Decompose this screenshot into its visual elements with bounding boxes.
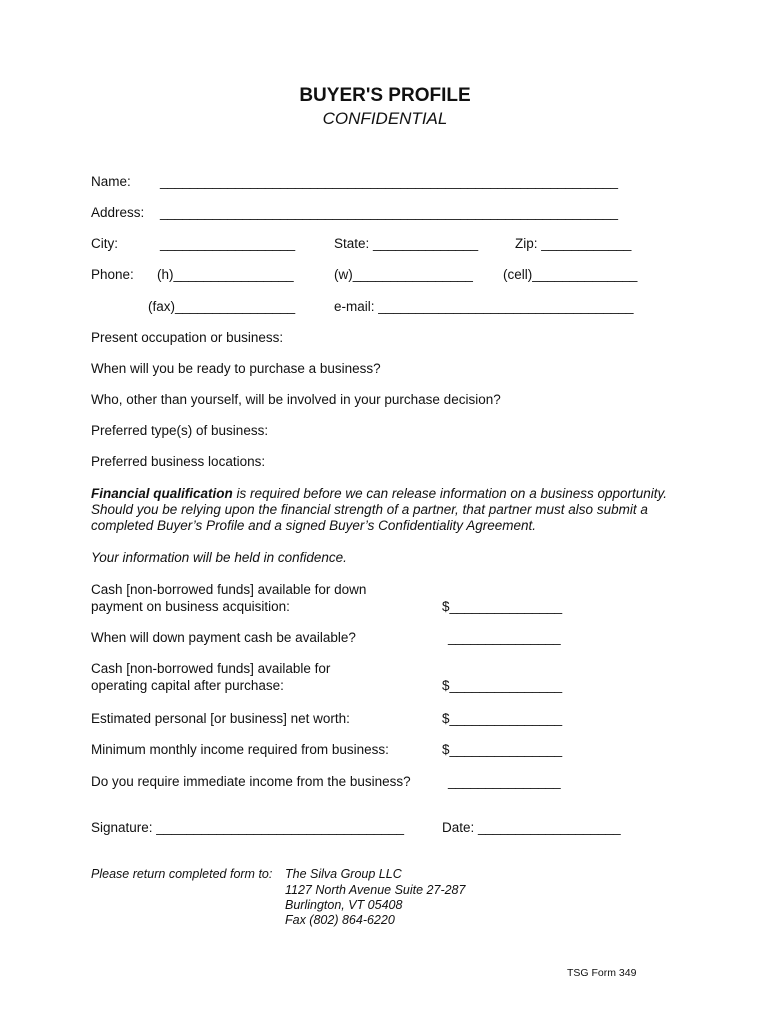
down-when-label: When will down payment cash be available?	[91, 630, 356, 645]
return-line-fax: Fax (802) 864-6220	[285, 913, 395, 927]
return-label: Please return completed form to:	[91, 867, 273, 881]
financial-paragraph	[91, 486, 691, 534]
question-types: Preferred type(s) of business:	[91, 423, 269, 438]
immediate-income-field[interactable]: _______________	[448, 774, 561, 789]
financial-bold-lead: Financial qualification	[91, 486, 233, 501]
return-line-company: The Silva Group LLC	[285, 867, 402, 881]
min-income-label: Minimum monthly income required from business:	[91, 742, 389, 757]
immediate-income-label: Do you require immediate income from the business?	[91, 774, 411, 789]
confidence-note: Your information will be held in confidence.	[91, 550, 347, 565]
page-title: BUYER'S PROFILE	[299, 85, 471, 106]
email-field[interactable]: e-mail: __________________________________	[334, 299, 634, 314]
cash-operating-label-line2: operating capital after purchase:	[91, 678, 284, 693]
name-label: Name:	[91, 174, 131, 189]
signature-field[interactable]: Signature: _________________________________	[91, 820, 405, 835]
date-field[interactable]: Date: ___________________	[442, 820, 621, 835]
min-income-field[interactable]: $_______________	[442, 742, 563, 757]
state-field[interactable]: State: ______________	[334, 236, 479, 251]
address-label: Address:	[91, 205, 145, 220]
cash-operating-field[interactable]: $_______________	[442, 678, 563, 693]
city-field[interactable]: __________________	[160, 236, 296, 251]
phone-home-field[interactable]: (h)________________	[157, 267, 294, 282]
form-id: TSG Form 349	[567, 967, 637, 979]
question-occupation: Present occupation or business:	[91, 330, 284, 345]
net-worth-label: Estimated personal [or business] net worth:	[91, 711, 350, 726]
phone-cell-field[interactable]: (cell)______________	[503, 267, 638, 282]
cash-down-label-line2: payment on business acquisition:	[91, 599, 290, 614]
name-field[interactable]: _____________________________________________________________	[160, 174, 618, 189]
cash-down-field[interactable]: $_______________	[442, 599, 563, 614]
return-line-city: Burlington, VT 05408	[285, 898, 403, 912]
city-label: City:	[91, 236, 118, 251]
return-line-street: 1127 North Avenue Suite 27-287	[285, 883, 466, 897]
financial-text: is required before we can release information on a business opportunity. Should you be relying upon the financial strength of a partner, that partner must also submit a completed Buyer’s Profile and a signed Buyer’s Confidentiality Agreement.	[91, 486, 668, 533]
down-when-field[interactable]: _______________	[448, 630, 561, 645]
question-locations: Preferred business locations:	[91, 454, 266, 469]
cash-operating-label-line1: Cash [non-borrowed funds] available for	[91, 661, 331, 676]
zip-field[interactable]: Zip: ____________	[515, 236, 632, 251]
fax-field[interactable]: (fax)________________	[148, 299, 296, 314]
question-ready: When will you be ready to purchase a business?	[91, 361, 381, 376]
question-involved: Who, other than yourself, will be involved in your purchase decision?	[91, 392, 501, 407]
page-subtitle: CONFIDENTIAL	[322, 109, 448, 128]
net-worth-field[interactable]: $_______________	[442, 711, 563, 726]
phone-label: Phone:	[91, 267, 134, 282]
address-field[interactable]: _____________________________________________________________	[160, 205, 618, 220]
cash-down-label-line1: Cash [non-borrowed funds] available for down	[91, 582, 367, 597]
phone-work-field[interactable]: (w)________________	[334, 267, 473, 282]
